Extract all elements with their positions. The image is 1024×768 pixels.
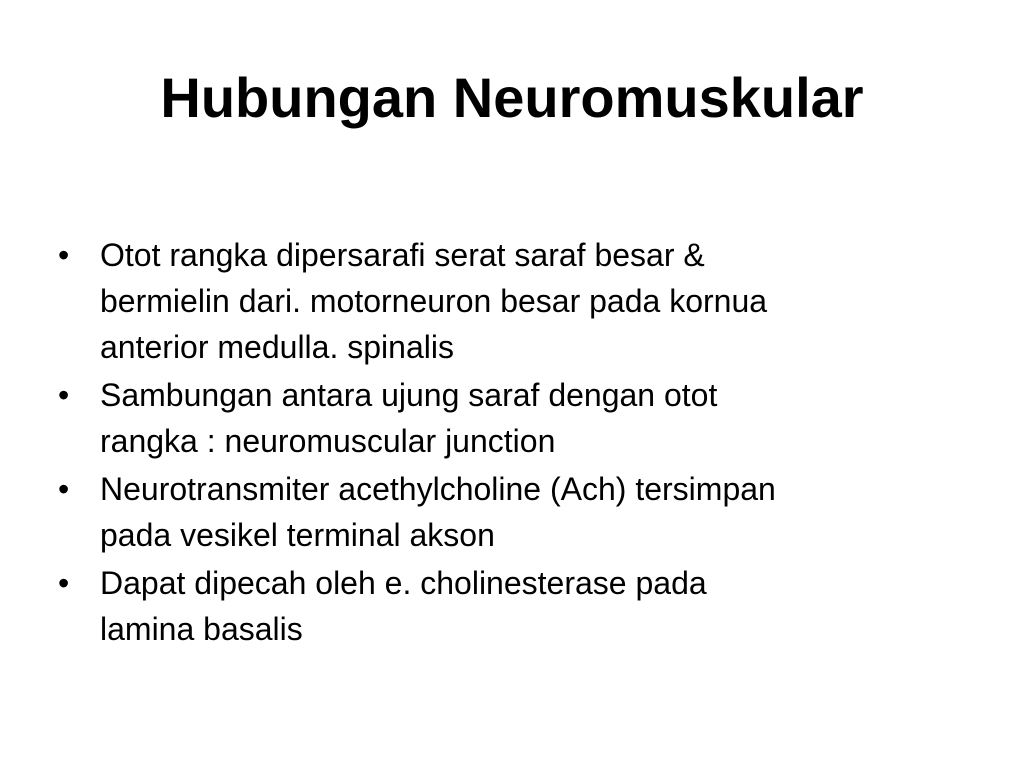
- bullet-item: [58, 466, 958, 558]
- bullet-item: [58, 560, 958, 652]
- bullet-marker: •: [58, 237, 70, 273]
- bullet-item: [58, 372, 958, 464]
- bullet-text: Sambungan antara ujung saraf dengan otot rangka : neuromuscular junction: [100, 377, 718, 459]
- bullet-text: Otot rangka dipersarafi serat saraf besar & bermielin dari. motorneuron besar pada kornua anterior medulla. spinalis: [100, 237, 768, 365]
- bullet-marker: •: [58, 565, 70, 601]
- bullet-marker: •: [58, 471, 70, 507]
- bullet-marker: •: [58, 377, 70, 413]
- slide-title: Hubungan Neuromuskular: [160, 66, 864, 129]
- bullet-item: [58, 232, 958, 370]
- bullet-text: Dapat dipecah oleh e. cholinesterase pada lamina basalis: [100, 565, 707, 647]
- bullet-list: [58, 232, 958, 654]
- bullet-text: Neurotransmiter acethylcholine (Ach) tersimpan pada vesikel terminal akson: [100, 471, 776, 553]
